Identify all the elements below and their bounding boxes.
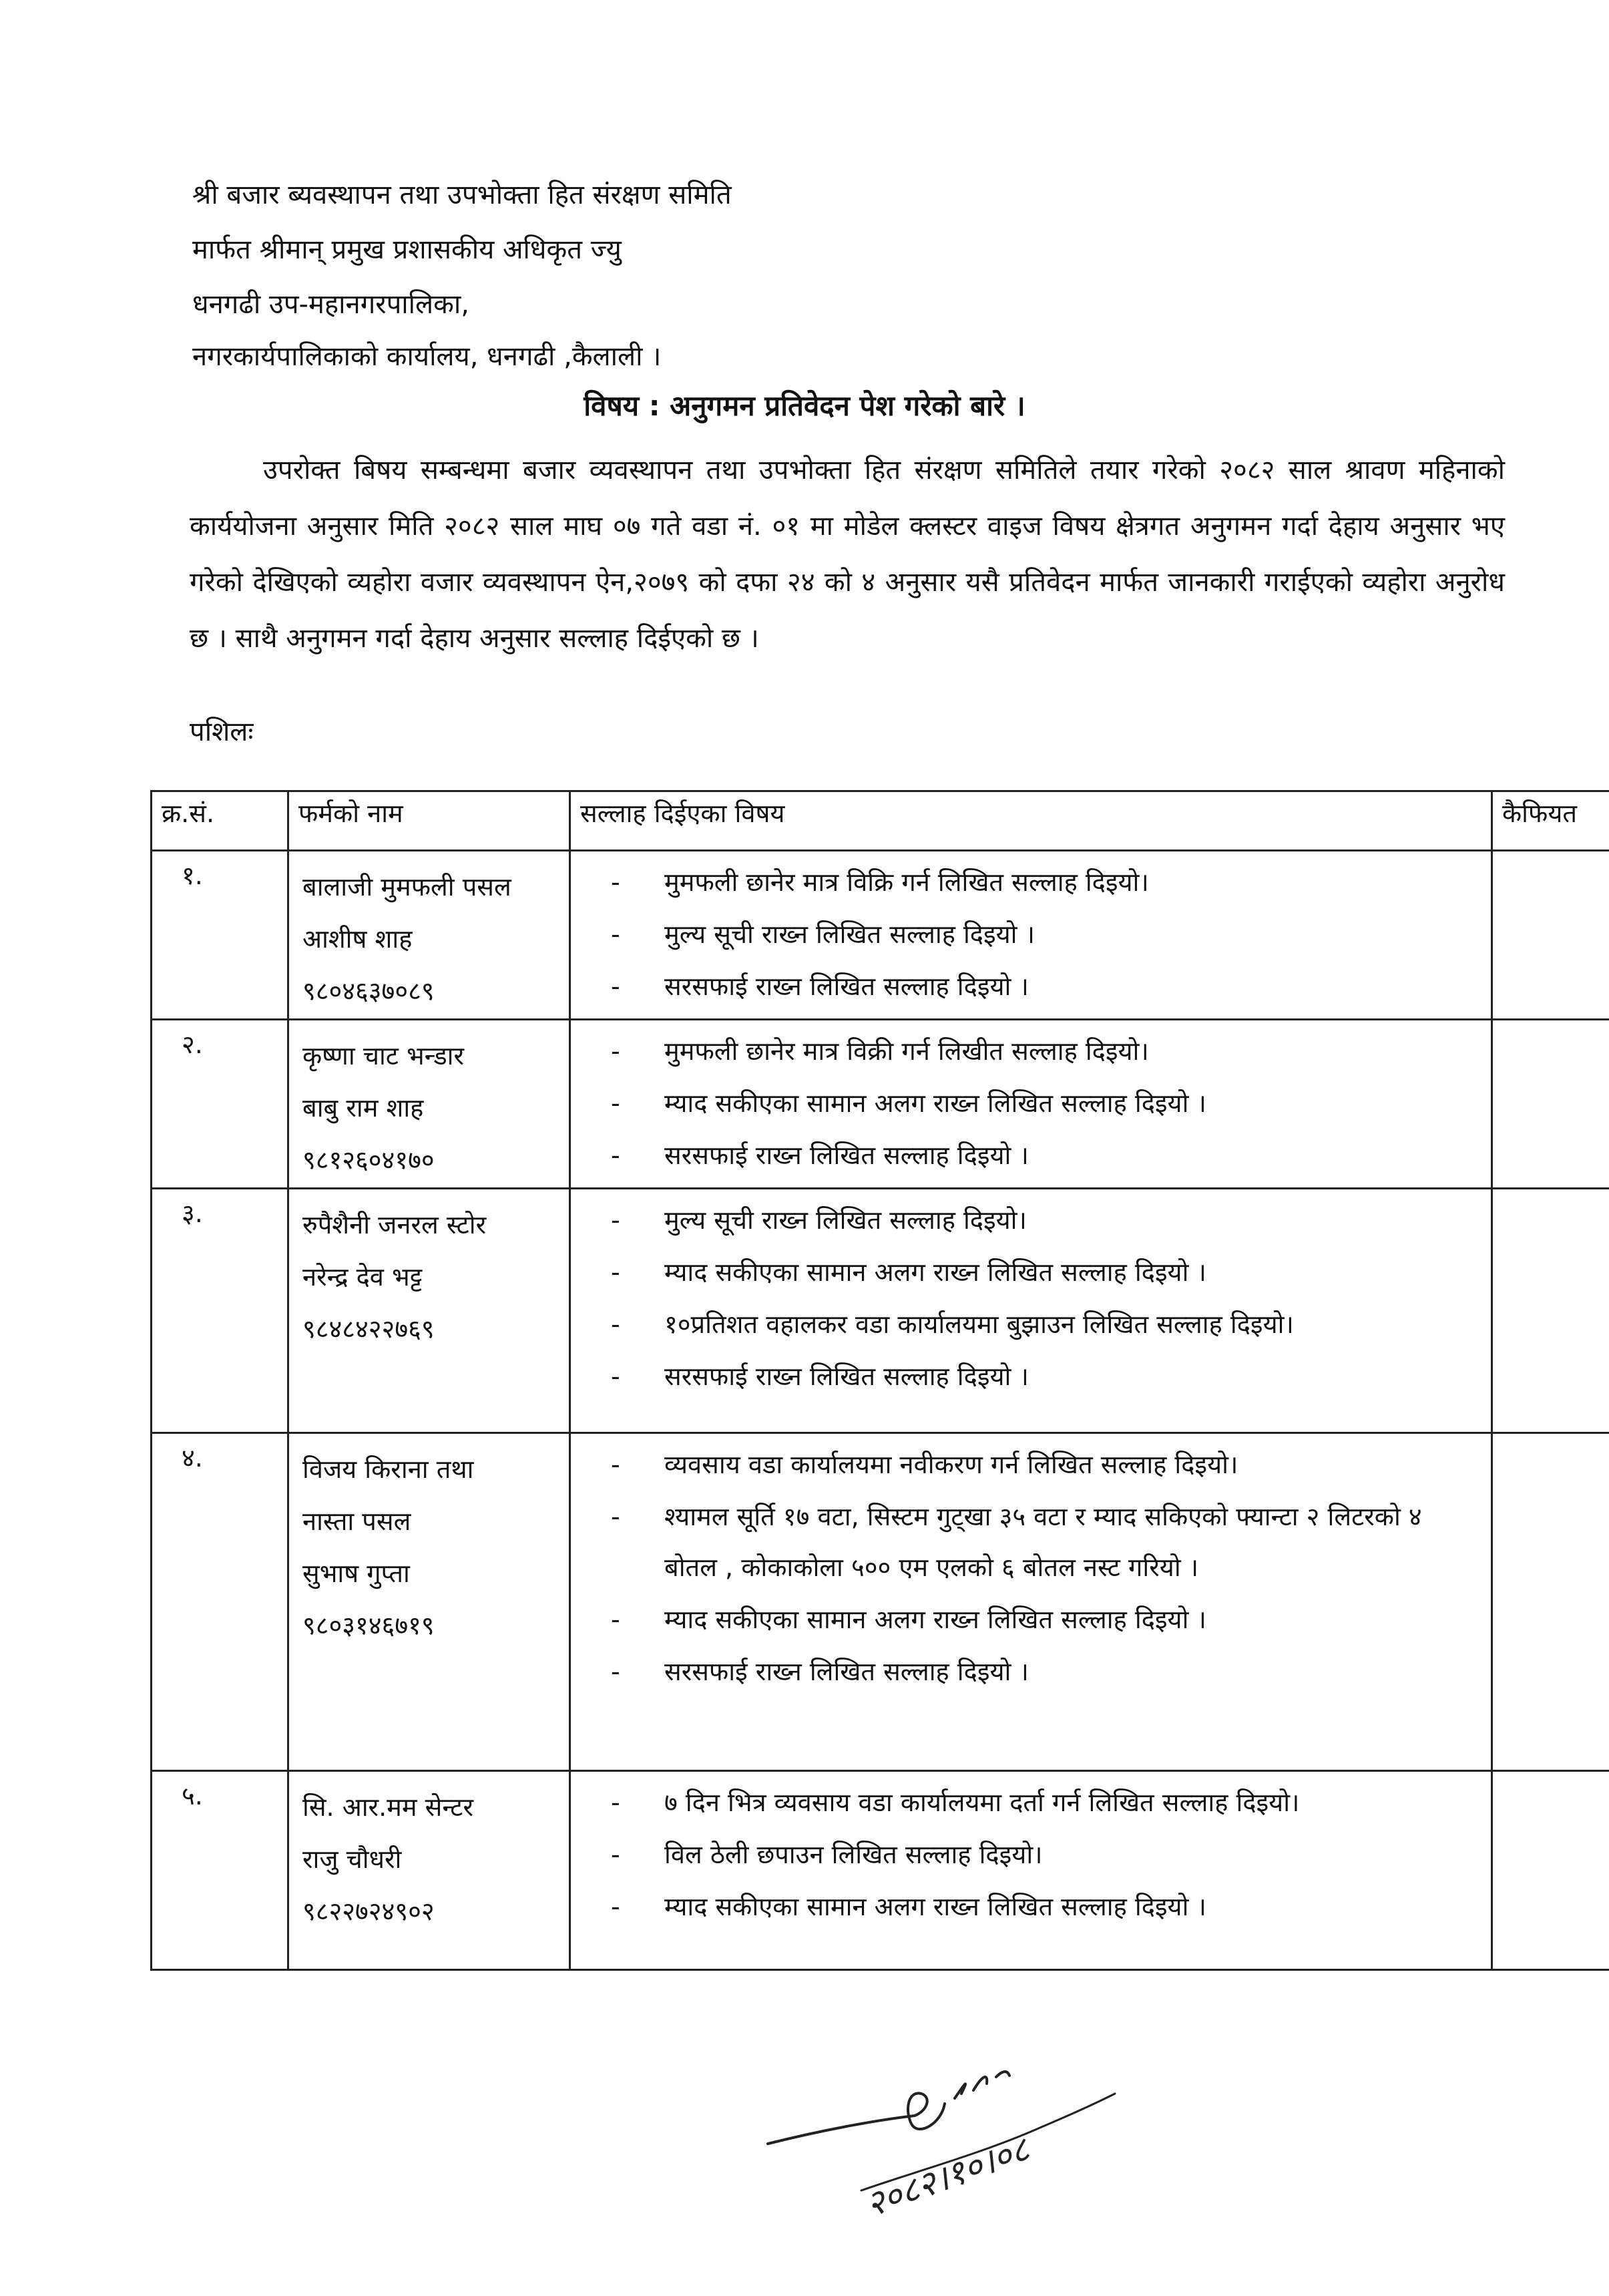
advice-item: - १०प्रतिशत वहालकर वडा कार्यालयमा बुझाउन लिखित सल्लाह दिइयो। bbox=[611, 1299, 1480, 1350]
advice-cell bbox=[570, 1189, 1492, 1433]
subject-line: विषय : अनुगमन प्रतिवेदन पेश गरेको बारे । bbox=[584, 389, 1025, 422]
firm-name-continued: नास्ता पसल bbox=[302, 1507, 411, 1536]
table-row bbox=[152, 1433, 1609, 1771]
advice-item: - म्याद सकीएका सामान अलग राख्न लिखित सल्लाह दिइयो । bbox=[611, 1594, 1480, 1645]
advice-cell bbox=[570, 851, 1492, 1020]
advice-item: - विल ठेली छपाउन लिखित सल्लाह दिइयो। bbox=[611, 1829, 1480, 1880]
firm-cell bbox=[288, 1020, 570, 1189]
phone-number: ९८०३१४६७१९ bbox=[302, 1611, 435, 1640]
firm-cell bbox=[288, 1433, 570, 1771]
advice-item: - म्याद सकीएका सामान अलग राख्न लिखित सल्लाह दिइयो । bbox=[611, 1247, 1480, 1298]
recipient-line-4: नगरकार्यपालिकाको कार्यालय, धनगढी ,कैलाली । bbox=[192, 341, 662, 372]
serial-cell: २. bbox=[152, 1020, 288, 1189]
firm-name: सि. आर.मम सेन्टर bbox=[302, 1792, 473, 1822]
advice-item: - मुमफली छानेर मात्र विक्रि गर्न लिखित सल्लाह दिइयो। bbox=[611, 857, 1480, 908]
header-serial: क्र.सं. bbox=[152, 791, 288, 851]
advice-item: - सरसफाई राख्न लिखित सल्लाह दिइयो । bbox=[611, 1351, 1480, 1402]
recipient-line-3: धनगढी उप-महानगरपालिका, bbox=[192, 289, 469, 320]
owner-name: नरेन्द्र देव भट्ट bbox=[302, 1262, 423, 1292]
remarks-cell bbox=[1492, 1189, 1609, 1433]
table-row bbox=[152, 1189, 1609, 1433]
advice-item: - श्यामल सूर्ति १७ वटा, सिस्टम गुट्खा ३५ वटा र म्याद सकिएको फ्यान्टा २ लिटरको ४ बोतल , कोकाकोला ५०० एम एलको ६ बोतल नस्ट गरियो । bbox=[611, 1491, 1480, 1593]
firm-cell bbox=[288, 1771, 570, 1970]
remarks-cell bbox=[1492, 1020, 1609, 1189]
pashil-label: पशिलः bbox=[190, 717, 254, 747]
handwritten-signature bbox=[761, 2057, 1162, 2271]
remarks-cell bbox=[1492, 851, 1609, 1020]
advice-cell bbox=[570, 1433, 1492, 1771]
serial-cell: ४. bbox=[152, 1433, 288, 1771]
recipient-line-2: मार्फत श्रीमान् प्रमुख प्रशासकीय अधिकृत ज्यु bbox=[192, 234, 622, 265]
advice-item: - ७ दिन भित्र व्यवसाय वडा कार्यालयमा दर्ता गर्न लिखित सल्लाह दिइयो। bbox=[611, 1777, 1480, 1828]
advice-cell bbox=[570, 1771, 1492, 1970]
recipient-line-1: श्री बजार ब्यवस्थापन तथा उपभोक्ता हित संरक्षण समिति bbox=[192, 180, 732, 210]
advice-item: - सरसफाई राख्न लिखित सल्लाह दिइयो । bbox=[611, 1130, 1480, 1181]
phone-number: ९८४८४२२७६९ bbox=[302, 1314, 435, 1344]
owner-name: आशीष शाह bbox=[302, 924, 413, 954]
advice-item: - म्याद सकीएका सामान अलग राख्न लिखित सल्लाह दिइयो । bbox=[611, 1881, 1480, 1932]
owner-name: बाबु राम शाह bbox=[302, 1093, 424, 1123]
serial-cell: १. bbox=[152, 851, 288, 1020]
header-firm-name: फर्मको नाम bbox=[288, 791, 570, 851]
advice-item: - मुमफली छानेर मात्र विक्री गर्न लिखीत सल्लाह दिइयो। bbox=[611, 1026, 1480, 1077]
phone-number: ९८२२७२४९०२ bbox=[302, 1897, 435, 1926]
remarks-cell bbox=[1492, 1433, 1609, 1771]
phone-number: ९८१२६०४१७० bbox=[302, 1145, 435, 1175]
owner-name: सुभाष गुप्ता bbox=[302, 1559, 410, 1588]
advice-item: - सरसफाई राख्न लिखित सल्लाह दिइयो । bbox=[611, 961, 1480, 1012]
signature-date: २०८२।१०।०८ bbox=[860, 2129, 1035, 2226]
header-remarks: कैफियत bbox=[1492, 791, 1609, 851]
serial-cell: ३. bbox=[152, 1189, 288, 1433]
header-advice: सल्लाह दिईएका विषय bbox=[570, 791, 1492, 851]
advice-cell bbox=[570, 1020, 1492, 1189]
firm-cell bbox=[288, 851, 570, 1020]
remarks-cell bbox=[1492, 1771, 1609, 1970]
firm-name: रुपैशैनी जनरल स्टोर bbox=[302, 1210, 487, 1239]
firm-name: कृष्णा चाट भन्डार bbox=[302, 1041, 465, 1071]
table-header-row bbox=[152, 791, 1609, 851]
owner-name: राजु चौधरी bbox=[302, 1845, 402, 1874]
phone-number: ९८०४६३७०८९ bbox=[302, 976, 435, 1006]
advice-item: - मुल्य सूची राख्न लिखित सल्लाह दिइयो। bbox=[611, 1195, 1480, 1246]
body-paragraph: उपरोक्त बिषय सम्बन्धमा बजार व्यवस्थापन तथा उपभोक्ता हित संरक्षण समितिले तयार गरेको २०८२ साल श्रावण महिनाको कार्ययोजना अनुसार मिति २०८२ साल माघ ०७ गते वडा नं. ०१ मा मोडेल क्लस्टर वाइज विषय क्षेत्रगत अनुगमन गर्दा देहाय अनुसार भए गरेको देखिएको व्यहोरा वजार व्यवस्थापन ऐन,२०७९ को दफा २४ को ४ अनुसार यसै प्रतिवेदन मार्फत जानकारी गराईएको व्यहोरा अनुरोध छ । साथै अनुगमन गर्दा देहाय अनुसार सल्लाह दिईएको छ । bbox=[190, 455, 1505, 654]
firm-name: विजय किराना तथा bbox=[302, 1455, 474, 1484]
advice-item: - सरसफाई राख्न लिखित सल्लाह दिइयो । bbox=[611, 1646, 1480, 1697]
advice-item: - मुल्य सूची राख्न लिखित सल्लाह दिइयो । bbox=[611, 909, 1480, 960]
serial-cell: ५. bbox=[152, 1771, 288, 1970]
firm-cell bbox=[288, 1189, 570, 1433]
advice-item: - म्याद सकीएका सामान अलग राख्न लिखित सल्लाह दिइयो । bbox=[611, 1078, 1480, 1129]
firm-name: बालाजी मुमफली पसल bbox=[302, 872, 511, 902]
table-row bbox=[152, 851, 1609, 1020]
table-row bbox=[152, 1020, 1609, 1189]
table-row bbox=[152, 1771, 1609, 1970]
monitoring-table bbox=[150, 790, 1609, 1971]
advice-item: - व्यवसाय वडा कार्यालयमा नवीकरण गर्न लिखित सल्लाह दिइयो। bbox=[611, 1439, 1480, 1490]
